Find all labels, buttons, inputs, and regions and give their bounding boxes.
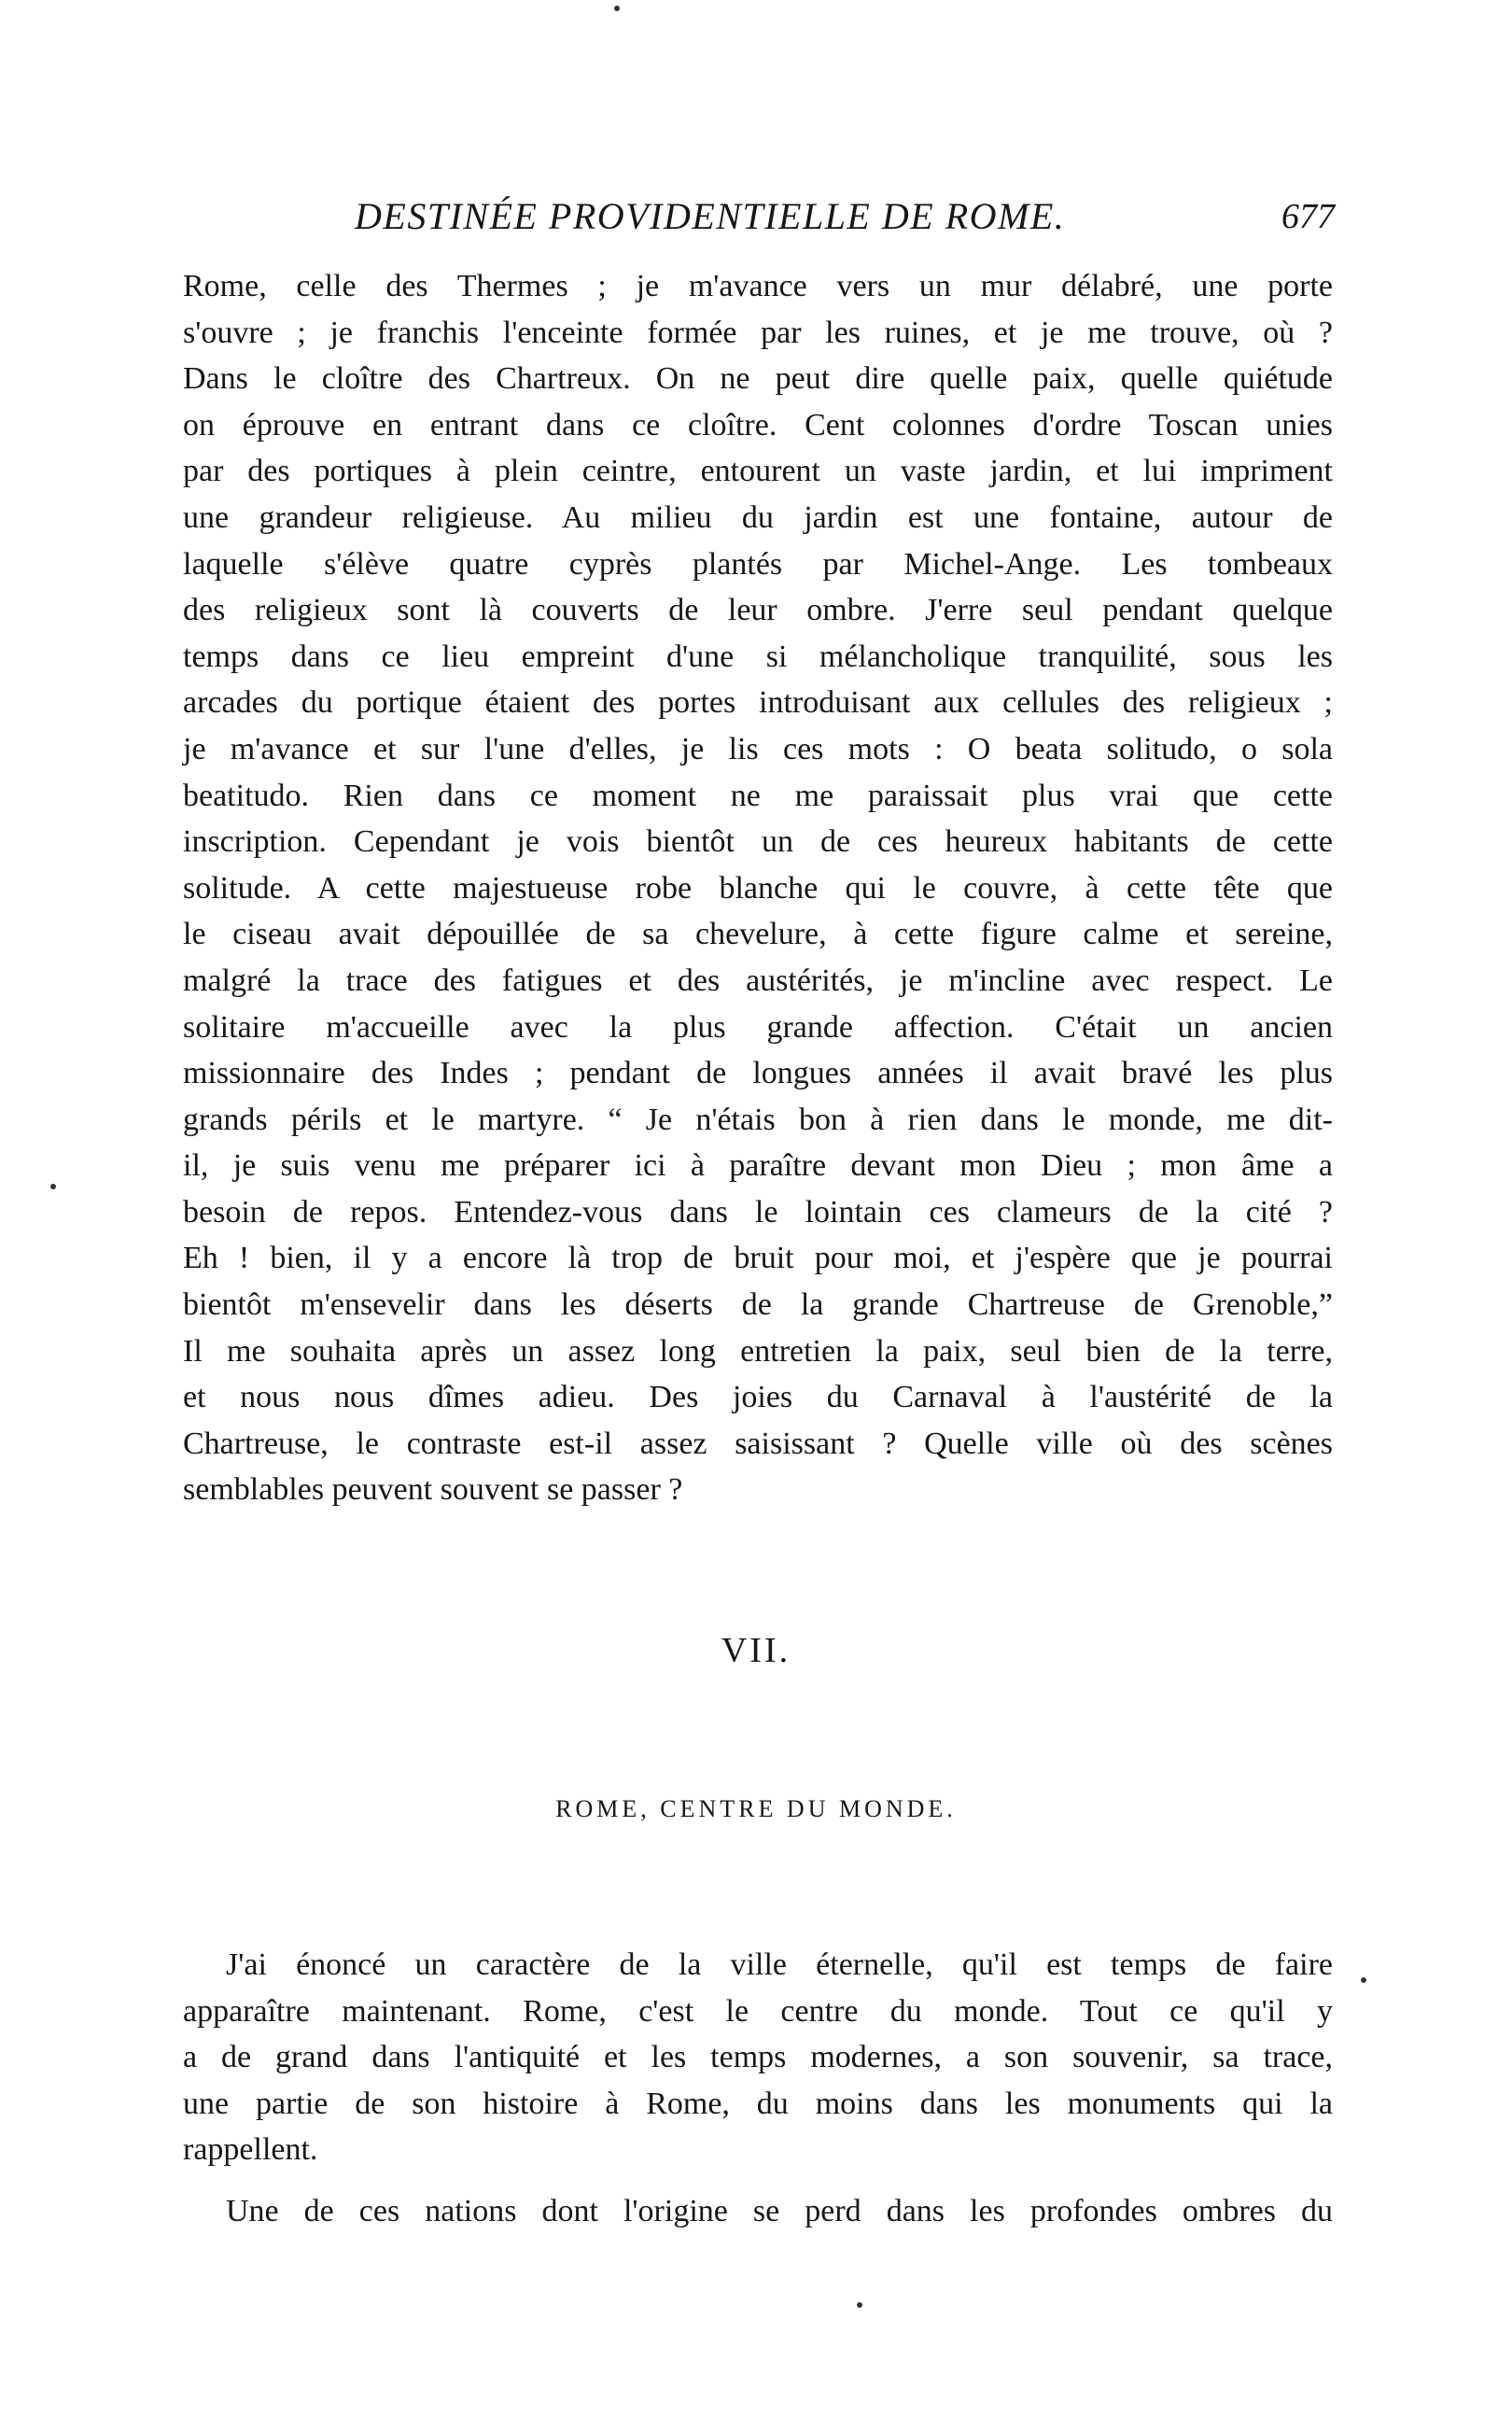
text-line: apparaître maintenant. Rome, c'est le centre du monde. Tout ce qu'il y bbox=[183, 1993, 1333, 2029]
text-line: Dans le cloître des Chartreux. On ne peut dire quelle paix, quelle quiétude bbox=[183, 361, 1333, 397]
text-line: Eh ! bien, il y a encore là trop de bruit pour moi, et j'espère que je pourrai bbox=[183, 1241, 1333, 1276]
running-title: DESTINÉE PROVIDENTIELLE DE ROME. bbox=[355, 195, 1066, 237]
text-line: besoin de repos. Entendez-vous dans le lointain ces clameurs de la cité ? bbox=[183, 1194, 1333, 1230]
text-line: arcades du portique étaient des portes introduisant aux cellules des religieux ; bbox=[183, 685, 1333, 721]
text-line: des religieux sont là couverts de leur ombre. J'erre seul pendant quelque bbox=[183, 593, 1333, 628]
text-line: je m'avance et sur l'une d'elles, je lis ces mots : O beata solitudo, o sola bbox=[183, 731, 1333, 766]
text-line: temps dans ce lieu empreint d'une si mélancholique tranquilité, sous les bbox=[183, 639, 1333, 674]
text-line: bientôt m'ensevelir dans les déserts de la grande Chartreuse de Grenoble,” bbox=[183, 1287, 1333, 1323]
ink-speck bbox=[1361, 1977, 1366, 1983]
ink-speck bbox=[50, 1184, 56, 1189]
paragraph-rome-chartreux bbox=[183, 263, 1333, 1513]
text-line: une grandeur religieuse. Au milieu du jardin est une fontaine, autour de bbox=[183, 499, 1333, 535]
ink-speck bbox=[857, 2302, 862, 2308]
text-line: par des portiques à plein ceintre, entourent un vaste jardin, et lui impriment bbox=[183, 454, 1333, 489]
paragraph-centre-du-monde bbox=[183, 1942, 1333, 2173]
text-line: une partie de son histoire à Rome, du moins dans les monuments qui la bbox=[183, 2086, 1333, 2121]
text-line: Une de ces nations dont l'origine se perd dans les profondes ombres du bbox=[226, 2194, 1333, 2228]
text-line: s'ouvre ; je franchis l'enceinte formée par les ruines, et je me trouve, où ? bbox=[183, 315, 1333, 350]
text-line: solitude. A cette majestueuse robe blanche qui le couvre, à cette tête que bbox=[183, 870, 1333, 906]
text-line: rappellent. bbox=[183, 2132, 318, 2168]
text-line: beatitudo. Rien dans ce moment ne me paraissait plus vrai que cette bbox=[183, 778, 1333, 813]
text-line: laquelle s'élève quatre cyprès plantés par Michel-Ange. Les tombeaux bbox=[183, 546, 1333, 582]
text-line: le ciseau avait dépouillée de sa chevelure, à cette figure calme et sereine, bbox=[183, 917, 1333, 952]
text-line: missionnaire des Indes ; pendant de longues années il avait bravé les plus bbox=[183, 1056, 1333, 1091]
text-line: J'ai énoncé un caractère de la ville éternelle, qu'il est temps de faire bbox=[226, 1947, 1333, 1982]
text-line: a de grand dans l'antiquité et les temps modernes, a son souvenir, sa trace, bbox=[183, 2040, 1333, 2075]
ink-speck bbox=[614, 6, 620, 11]
text-line: Chartreuse, le contraste est-il assez saisissant ? Quelle ville où des scènes bbox=[183, 1426, 1333, 1461]
running-head bbox=[355, 189, 1335, 245]
text-line: solitaire m'accueille avec la plus grande affection. C'était un ancien bbox=[183, 1009, 1333, 1045]
section-title: ROME, CENTRE DU MONDE. bbox=[555, 1795, 957, 1822]
text-line: et nous nous dîmes adieu. Des joies du Carnaval à l'austérité de la bbox=[183, 1380, 1333, 1415]
text-line: grands périls et le martyre. “ Je n'étais bon à rien dans le monde, me dit- bbox=[183, 1102, 1333, 1137]
paragraph-nations bbox=[183, 2188, 1333, 2235]
text-line: inscription. Cependant je vois bientôt un de ces heureux habitants de cette bbox=[183, 824, 1333, 860]
text-line: malgré la trace des fatigues et des austérités, je m'incline avec respect. Le bbox=[183, 963, 1333, 998]
text-line: semblables peuvent souvent se passer ? bbox=[183, 1472, 683, 1508]
text-line: on éprouve en entrant dans ce cloître. Cent colonnes d'ordre Toscan unies bbox=[183, 407, 1333, 443]
page-number: 677 bbox=[1281, 197, 1335, 236]
section-number: VII. bbox=[721, 1631, 791, 1670]
text-line: Rome, celle des Thermes ; je m'avance vers un mur délabré, une porte bbox=[183, 269, 1333, 303]
text-line: Il me souhaita après un assez long entretien la paix, seul bien de la terre, bbox=[183, 1333, 1333, 1369]
text-line: il, je suis venu me préparer ici à paraître devant mon Dieu ; mon âme a bbox=[183, 1148, 1333, 1184]
